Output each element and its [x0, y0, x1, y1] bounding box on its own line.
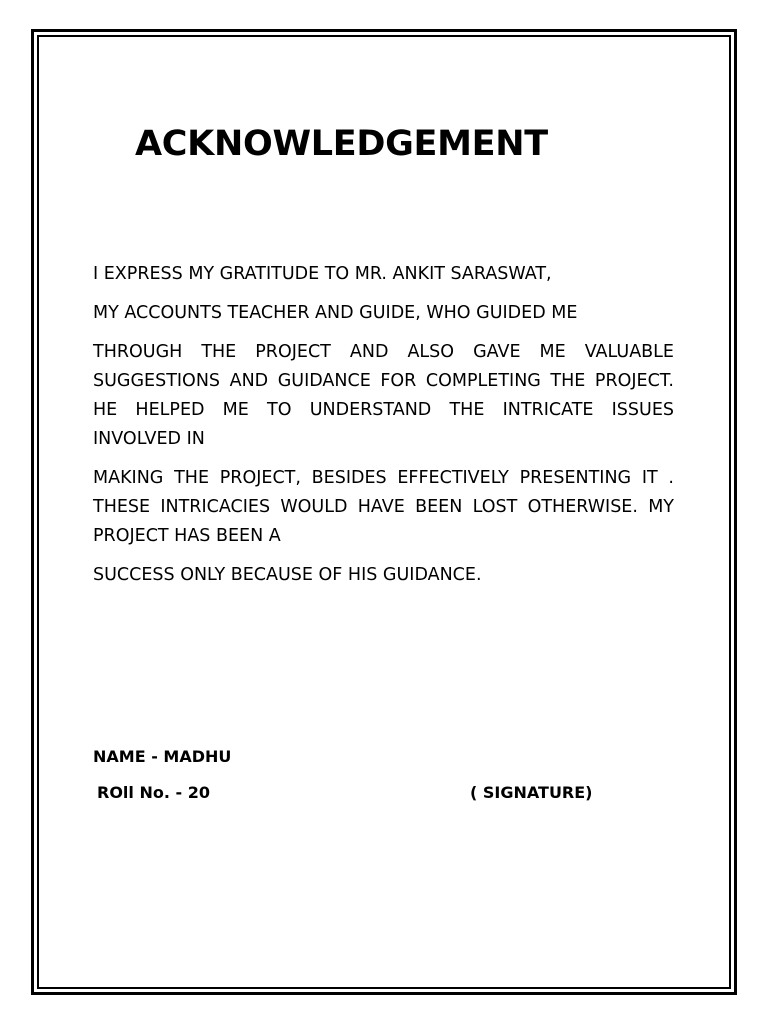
paragraph-2: MY ACCOUNTS TEACHER AND GUIDE, WHO GUIDED ME [93, 303, 578, 323]
roll-number: ROll No. - 20 [97, 783, 210, 802]
paragraph-1: I EXPRESS MY GRATITUDE TO MR. ANKIT SARASWAT, [93, 264, 552, 284]
signature-label: ( SIGNATURE) [470, 783, 593, 802]
page-title: ACKNOWLEDGEMENT [135, 124, 548, 164]
student-name: NAME - MADHU [93, 747, 232, 766]
paragraph-3: THROUGH THE PROJECT AND ALSO GAVE ME VALUABLE SUGGESTIONS AND GUIDANCE FOR COMPLETING THE PROJECT. HE HELPED ME TO UNDERSTAND THE INTRICATE ISSUES INVOLVED IN [93, 342, 674, 449]
acknowledgement-body [93, 260, 674, 600]
paragraph-4: MAKING THE PROJECT, BESIDES EFFECTIVELY PRESENTING IT . THESE INTRICACIES WOULD HAVE BEEN LOST OTHERWISE. MY PROJECT HAS BEEN A [93, 468, 674, 546]
paragraph-5: SUCCESS ONLY BECAUSE OF HIS GUIDANCE. [93, 565, 482, 585]
